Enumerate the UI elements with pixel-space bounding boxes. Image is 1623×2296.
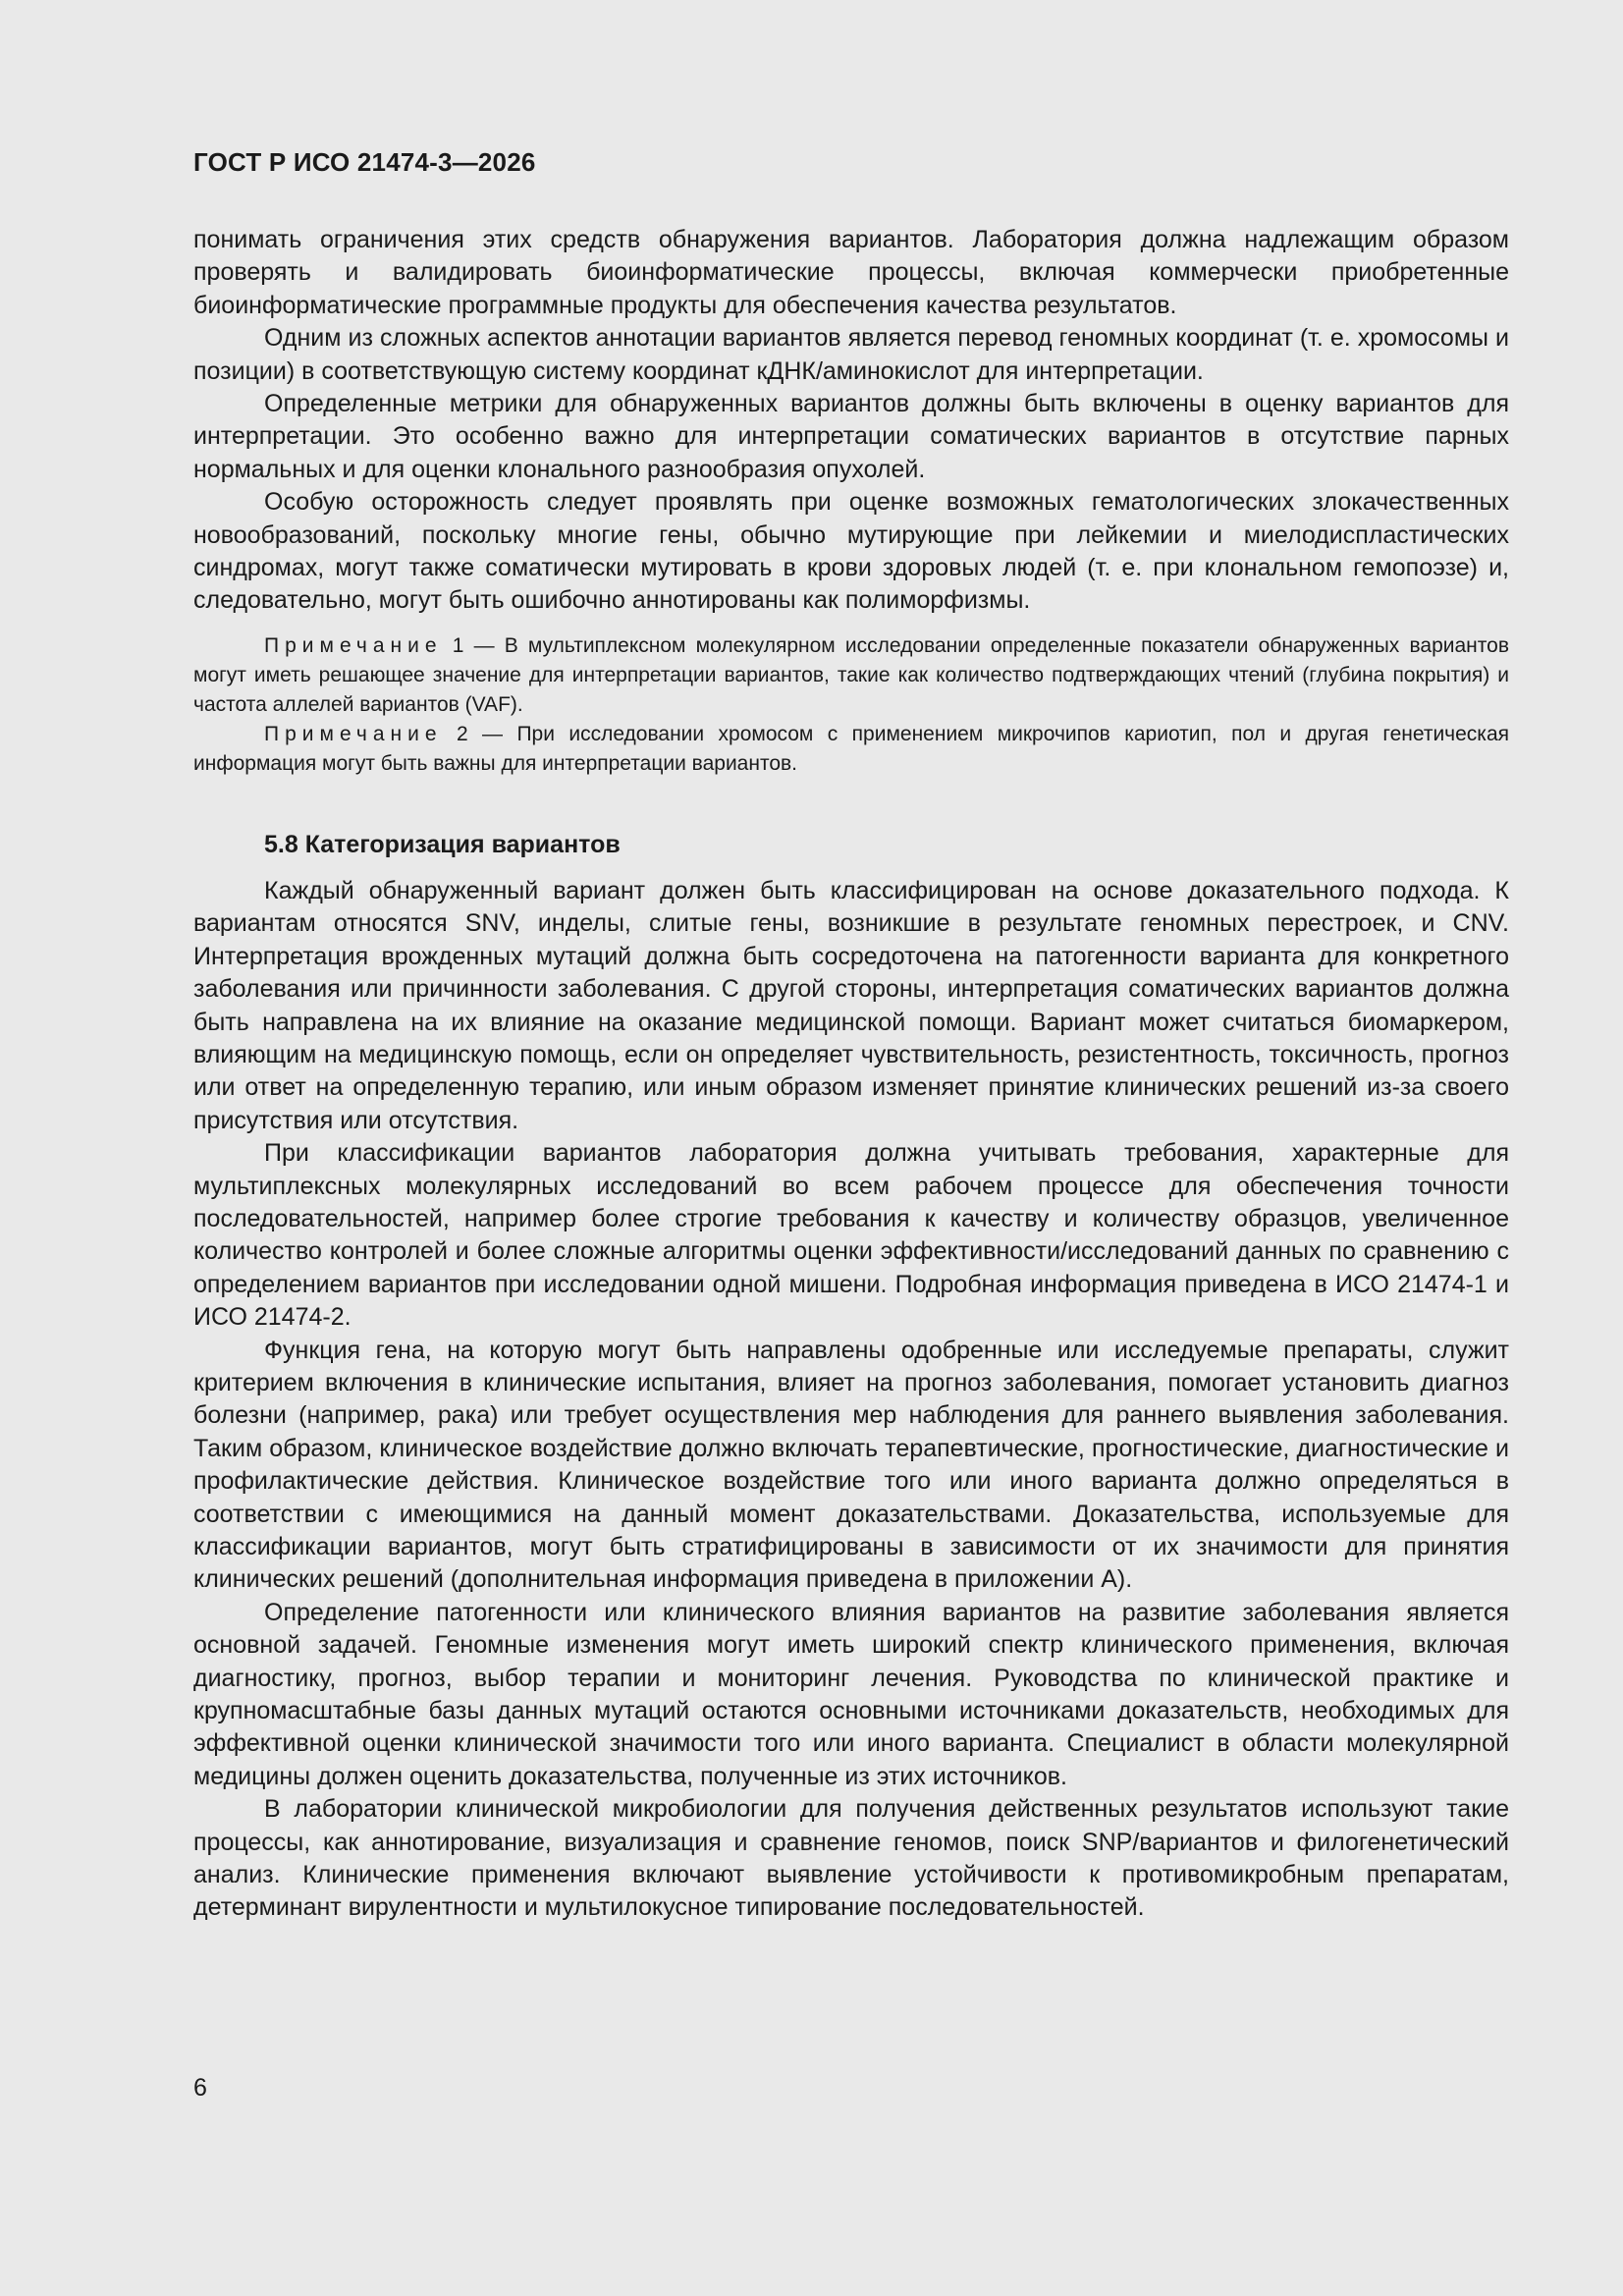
- note-text: 2 — При исследовании хромосом с применением микрочипов кариотип, пол и другая генетическая информация могут быть важны для интерпретации вариантов.: [193, 722, 1509, 775]
- paragraph-continued: понимать ограничения этих средств обнаружения вариантов. Лаборатория должна надлежащим образом проверять и валидировать биоинформатические процессы, включая коммерчески приобретенные биоинформатические программные продукты для обеспечения качества результатов.: [193, 226, 1509, 319]
- paragraph: Особую осторожность следует проявлять при оценке возможных гематологических злокачественных новообразований, поскольку многие гены, обычно мутирующие при лейкемии и миелодиспластических синдромах, могут также соматически мутировать в крови здоровых людей (т. е. при клональном гемопоэзе) и, следовательно, могут быть ошибочно аннотированы как полиморфизмы.: [193, 488, 1509, 615]
- paragraph: Определение патогенности или клинического влияния вариантов на развитие заболевания является основной задачей. Геномные изменения могут иметь широкий спектр клинического применения, включая диагностику, прогноз, выбор терапии и мониторинг лечения. Руководства по клинической практике и крупномасштабные базы данных мутаций остаются основными источниками доказательств, необходимых для эффективной оценки клинической значимости того или иного варианта. Специалист в области молекулярной медицины должен оценить доказательства, полученные из этих источников.: [193, 1598, 1509, 1790]
- section-title: 5.8 Категоризация вариантов: [264, 830, 621, 858]
- paragraph: Одним из сложных аспектов аннотации вариантов является перевод геномных координат (т. е. хромосомы и позиции) в соответствующую систему координат кДНК/аминокислот для интерпретации.: [193, 324, 1509, 385]
- paragraph: Функция гена, на которую могут быть направлены одобренные или исследуемые препараты, служит критерием включения в клинические испытания, влияет на прогноз заболевания, помогает установить диагноз болезни (например, рака) или требует осуществления мер наблюдения для раннего выявления заболевания. Таким образом, клиническое воздействие должно включать терапевтические, прогностические, диагностические и профилактические действия. Клиническое воздействие того или иного варианта должно определяться в соответствии с имеющимися на данный момент доказательствами. Доказательства, используемые для классификации вариантов, могут быть стратифицированы в зависимости от их значимости для принятия клинических решений (дополнительная информация приведена в приложении А).: [193, 1336, 1509, 1594]
- note-2: [193, 720, 1509, 779]
- paragraph: В лаборатории клинической микробиологии для получения действенных результатов используют такие процессы, как аннотирование, визуализация и сравнение геномов, поиск SNP/вариантов и филогенетический анализ. Клинические применения включают выявление устойчивости к противомикробным препаратам, детерминант вирулентности и мультилокусное типирование последовательностей.: [193, 1795, 1509, 1922]
- page-number: 6: [193, 2074, 207, 2102]
- paragraph: Каждый обнаруженный вариант должен быть классифицирован на основе доказательного подхода. К вариантам относятся SNV, инделы, слитые гены, возникшие в результате геномных перестроек, и CNV. Интерпретация врожденных мутаций должна быть сосредоточена на патогенности варианта для конкретного заболевания или причинности заболевания. С другой стороны, интерпретация соматических вариантов должна быть направлена на их влияние на оказание медицинской помощи. Вариант может считаться биомаркером, влияющим на медицинскую помощь, если он определяет чувствительность, резистентность, токсичность, прогноз или ответ на определенную терапию, или иным образом изменяет принятие клинических решений из-за своего присутствия или отсутствия.: [193, 876, 1509, 1134]
- paragraph: Определенные метрики для обнаруженных вариантов должны быть включены в оценку вариантов для интерпретации. Это особенно важно для интерпретации соматических вариантов в отсутствие парных нормальных и для оценки клонального разнообразия опухолей.: [193, 390, 1509, 483]
- note-label: Примечание: [264, 633, 443, 657]
- document-header: ГОСТ Р ИСО 21474-3—2026: [193, 147, 536, 177]
- paragraph: При классификации вариантов лаборатория должна учитывать требования, характерные для мультиплексных молекулярных исследований во всем рабочем процессе для обеспечения точности последовательностей, например более строгие требования к качеству и количеству образцов, увеличенное количество контролей и более сложные алгоритмы оценки эффективности/исследований данных по сравнению с определением вариантов при исследовании одной мишени. Подробная информация приведена в ИСО 21474-1 и ИСО 21474-2.: [193, 1139, 1509, 1332]
- note-1: [193, 631, 1509, 720]
- note-text: 1 — В мультиплексном молекулярном исследовании определенные показатели обнаруженных вариантов могут иметь решающее значение для интерпретации вариантов, такие как количество подтверждающих чтений (глубина покрытия) и частота аллелей вариантов (VAF).: [193, 633, 1509, 716]
- notes-block: [193, 631, 1509, 779]
- document-body: [193, 224, 1509, 1925]
- note-label: Примечание: [264, 722, 443, 745]
